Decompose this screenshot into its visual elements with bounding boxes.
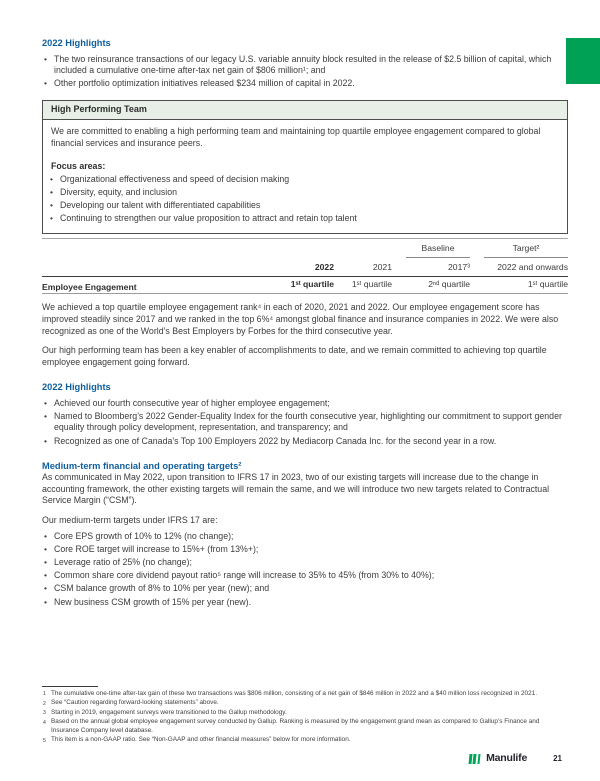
capital-highlights-heading: 2022 Highlights [42,38,111,48]
footnote [42,736,568,745]
table-cell: 1ˢᵗ quartile [290,279,334,290]
bullet-marker [42,531,54,543]
footnote-number: 4 [43,719,46,726]
footnote-number: 1 [43,691,46,698]
list-item [42,583,568,595]
bullet-marker [42,597,54,609]
bullet-marker [48,213,60,225]
table-group-baseline: Baseline [406,243,470,258]
high-performing-team-panel [42,100,568,234]
list-item [42,411,568,434]
footnote-number: 3 [43,710,46,717]
panel-intro-text: We are committed to enabling a high performing team and maintaining top quartile employee engagement compared to global financial services and insurance peers. [51,126,541,148]
bullet-marker [42,557,54,569]
table-row [42,277,568,294]
bullet-marker [42,583,54,595]
footnotes [42,686,568,745]
list-item-text: Common share core dividend payout ratio⁵ range will increase to 35% to 45% (from 30% to 40%); [54,570,435,581]
table-cell: 1ˢᵗ quartile [351,279,392,290]
list-item-text: Other portfolio optimization initiatives released $234 million of capital in 2022. [54,78,355,89]
list-item [42,436,568,448]
list-item [48,187,559,199]
bullet-marker [42,411,54,434]
list-item-text: Core EPS growth of 10% to 12% (no change); [54,531,234,542]
list-item [42,544,568,556]
table-cell: 1ˢᵗ quartile [527,279,568,290]
footnote [42,718,568,736]
list-item-text: Leverage ratio of 25% (no change); [54,557,192,568]
manulife-logo-icon [468,754,480,764]
list-item [42,557,568,569]
table-group-header-row [42,241,568,260]
list-item [42,78,568,90]
list-item-text: Recognized as one of Canada’s Top 100 Employers 2022 by Mediacorp Canada Inc. for the second year in a row. [54,435,497,446]
list-item-text: Diversity, equity, and inclusion [60,187,178,198]
targets-lead-in: Our medium-term targets under IFRS 17 are: [42,514,218,525]
list-item-text: Continuing to strengthen our value proposition to attract and retain top talent [60,213,357,224]
list-item [42,570,568,582]
bullet-marker [48,187,60,199]
table-cell: 2ⁿᵈ quartile [428,279,470,290]
panel-body [43,120,567,233]
list-item [42,54,568,77]
table-column-header-row [42,260,568,277]
list-item [48,174,559,186]
list-item [42,531,568,543]
panel-title: High Performing Team [43,101,567,121]
list-item-text: CSM balance growth of 8% to 10% per year (new); and [54,583,270,594]
bullet-marker [48,174,60,186]
footnote-number: 2 [43,700,46,707]
bullet-marker [42,544,54,556]
table-col-2022: 2022 [314,262,334,273]
table-group-target: Target² [484,243,568,258]
focus-areas-label: Focus areas: [51,160,106,171]
engagement-paragraph: Our high performing team has been a key enabler of accomplishments to date, and we remain committed to achieving top quartile employee engagement going forward. [42,345,547,367]
footnote-divider [42,686,98,687]
focus-areas-list [48,174,559,225]
list-item-text: The two reinsurance transactions of our legacy U.S. variable annuity block resulted in the release of $2.5 billion of capital, which included a cumulative one-time after-tax net gain of $806 million¹; and [54,53,552,76]
table-col-onwards: 2022 and onwards [497,262,568,273]
footnote-text: See “Caution regarding forward-looking statements” above. [51,699,219,707]
list-item [48,200,559,212]
bullet-marker [42,398,54,410]
medium-term-targets-heading: Medium-term financial and operating targets² [42,461,242,472]
list-item-text: Core ROE target will increase to 15%+ (from 13%+); [54,544,259,555]
table-col-2017: 2017³ [448,262,470,273]
capital-highlights-list [42,52,568,90]
employee-engagement-table [42,238,568,294]
footnote [42,709,568,718]
list-item-text: New business CSM growth of 15% per year (new). [54,596,252,607]
engagement-highlights-list [42,396,568,447]
footnote [42,699,568,708]
list-item-text: Developing our talent with differentiated capabilities [60,200,261,211]
footnote-text: Starting in 2019, engagement surveys were transitioned to the Gallup methodology. [51,708,287,716]
engagement-highlights-heading: 2022 Highlights [42,382,111,393]
list-item-text: Achieved our fourth consecutive year of higher employee engagement; [54,397,330,408]
bullet-marker [42,570,54,582]
list-item-text: Organizational effectiveness and speed of decision making [60,174,290,185]
footnote-text: Based on the annual global employee engagement survey conducted by Gallup. Ranking is measured by the engagement grand mean as compared to Gallup’s Finance and Insurance Company level database. [51,718,540,735]
bullet-marker [42,54,54,77]
page-footer [42,753,568,765]
list-item-text: Named to Bloomberg’s 2022 Gender-Equality Index for the fourth consecutive year, highlighting our commitment to support gender equality through policy development, representation, and transparency; and [54,410,562,433]
footnote-number: 5 [43,737,46,744]
bullet-marker [42,436,54,448]
footnote [42,690,568,699]
engagement-paragraph: We achieved a top quartile employee engagement rank⁴ in each of 2020, 2021 and 2022. Our employee engagement score has improved steadily since 2017 and we ranked in the top 6%⁴ amongst global finance and insurance companies in 2022. We were also recognized as one of the World’s Best Employers by Forbes for the third consecutive year. [42,302,559,336]
list-item [42,597,568,609]
footnote-text: This item is a non-GAAP ratio. See “Non-GAAP and other financial measures” below for more information. [51,736,351,743]
bullet-marker [48,200,60,212]
table-col-2021: 2021 [372,262,392,273]
bullet-marker [42,78,54,90]
footnote-text: The cumulative one-time after-tax gain of these two transactions was $806 million, consisting of a net gain of $846 million in 2022 and a $40 million loss recognized in 2021. [51,689,537,697]
page-number: 21 [553,754,562,764]
targets-paragraph: As communicated in May 2022, upon transition to IFRS 17 in 2023, two of our existing targets will increase due to the change in accounting framework, the other existing targets will remain the same, and we will introduce two new targets related to Contractual Service Margin (“CSM”). [42,472,550,506]
targets-list [42,530,568,609]
brand-wordmark: Manulife [486,752,528,765]
list-item [42,398,568,410]
list-item [48,213,559,225]
table-row-label: Employee Engagement [42,281,137,292]
